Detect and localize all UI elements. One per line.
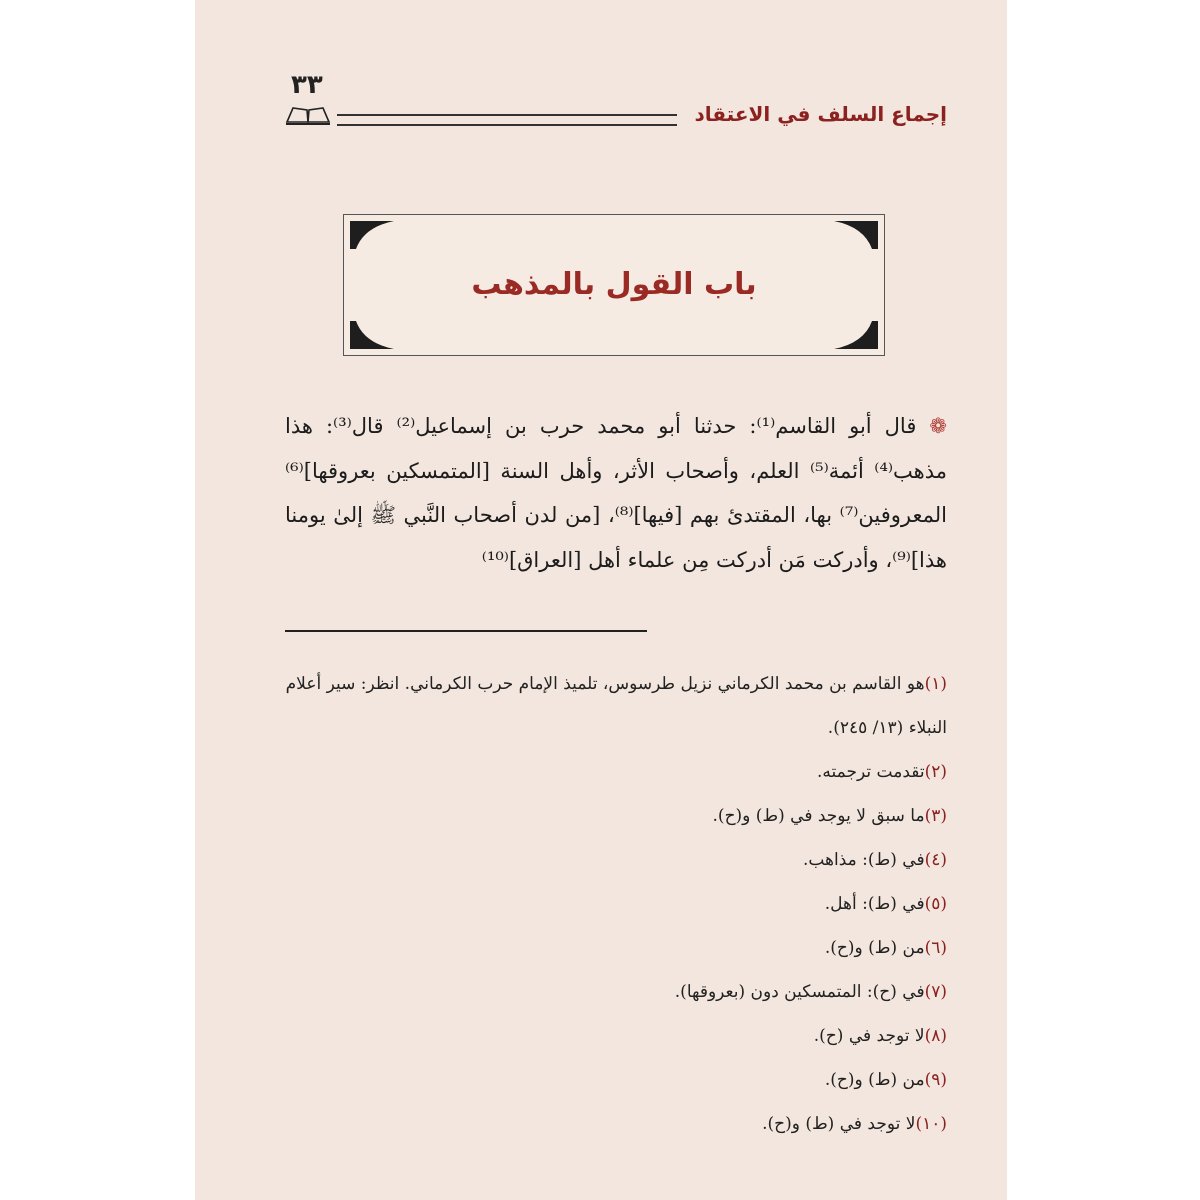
footnote-text: تقدمت ترجمته. (817, 762, 925, 782)
footnote (285, 926, 947, 970)
header-double-rule (337, 114, 677, 126)
footnote-separator (285, 630, 647, 632)
footnote (285, 1058, 947, 1102)
footnote (285, 1014, 947, 1058)
open-book-icon (285, 104, 331, 126)
footnote-number: (٧) (924, 982, 947, 1002)
footnote-number: (٦) (924, 938, 947, 958)
footnote-text: لا توجد في (ط) و(ح). (762, 1114, 916, 1134)
frame-corner-ornament (834, 321, 878, 349)
footnote-number: (١) (924, 674, 947, 694)
frame-corner-ornament (350, 221, 394, 249)
header-row (285, 102, 947, 134)
frame-corner-ornament (834, 221, 878, 249)
footnote (285, 794, 947, 838)
footnote-number: (٥) (924, 894, 947, 914)
paragraph-text: قال أبو القاسم⁽¹⁾: حدثنا أبو محمد حرب بن إسماعيل⁽²⁾ قال⁽³⁾: هذا مذهب⁽⁴⁾ أئمة⁽⁵⁾ العلم، وأصحاب الأثر، وأهل السنة [المتمسكين بعروقها]⁽⁶⁾ المعروفين⁽⁷⁾ بها، المقتدئ بهم [فيها]⁽⁸⁾، [من لدن أصحاب النَّبي ﷺ إلىٰ يومنا هذا]⁽⁹⁾، وأدركت مَن أدركت مِن علماء أهل [العراق]⁽¹⁰⁾ (285, 414, 948, 572)
footnote-number: (٣) (924, 806, 947, 826)
page-number: ٣٣ (291, 70, 323, 100)
running-title: إجماع السلف في الاعتقاد (694, 102, 947, 126)
footnote (285, 750, 947, 794)
flower-ornament-icon: ❁ (916, 414, 948, 438)
footnote-text: لا توجد في (ح). (813, 1026, 925, 1046)
footnote (285, 838, 947, 882)
footnote-text: من (ط) و(ح). (824, 1070, 925, 1090)
footnote (285, 662, 947, 750)
frame-corner-ornament (350, 321, 394, 349)
footnote-number: (٨) (924, 1026, 947, 1046)
footnote-text: ما سبق لا يوجد في (ط) و(ح). (712, 806, 925, 826)
chapter-title: باب القول بالمذهب (471, 267, 757, 302)
footnote-text: في (ط): مذاهب. (802, 850, 925, 870)
chapter-title-frame (343, 214, 885, 356)
footnotes (285, 662, 947, 1146)
footnote (285, 882, 947, 926)
book-page (195, 0, 1007, 1200)
footnote-text: في (ط): أهل. (824, 894, 925, 914)
footnote-number: (٢) (924, 762, 947, 782)
footnote-text: من (ط) و(ح). (824, 938, 925, 958)
footnote (285, 1102, 947, 1146)
footnote-number: (٩) (924, 1070, 947, 1090)
footnote-number: (٤) (924, 850, 947, 870)
page-header (285, 68, 947, 138)
main-text (285, 404, 947, 582)
footnote-number: (١٠) (915, 1114, 947, 1134)
footnote-text: هو القاسم بن محمد الكرماني نزيل طرسوس، تلميذ الإمام حرب الكرماني. انظر: سير أعلام النبلاء (١٣/ ٢٤٥). (285, 674, 947, 738)
body-paragraph (285, 404, 947, 582)
footnote (285, 970, 947, 1014)
footnote-text: في (ح): المتمسكين دون (بعروقها). (674, 982, 925, 1002)
